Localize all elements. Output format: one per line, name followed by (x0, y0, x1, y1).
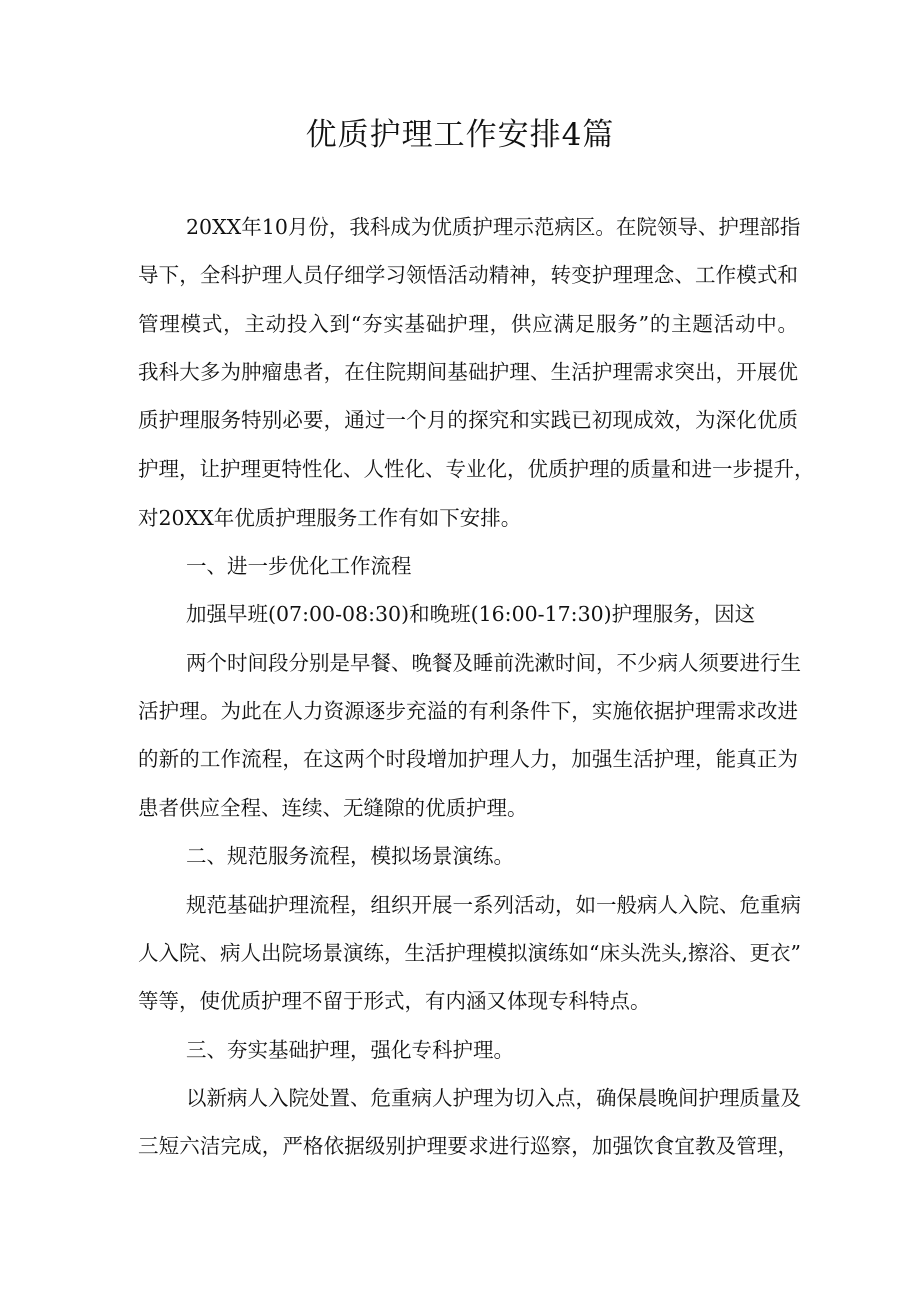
paragraph-line: 活护理。为此在人力资源逐步充溢的有利条件下，实施依据护理需求改进 (138, 699, 798, 723)
paragraph-line: 管理模式，主动投入到“夯实基础护理，供应满足服务”的主题活动中。 (138, 312, 798, 336)
paragraph-line: 20XX年10月份，我科成为优质护理示范病区。在院领导、护理部指 (186, 215, 801, 239)
paragraph-line: 三短六洁完成，严格依据级别护理要求进行巡察，加强饮食宜教及管理， (138, 1134, 798, 1158)
paragraph-line: 的新的工作流程，在这两个时段增加护理人力，加强生活护理，能真正为 (138, 747, 798, 771)
document-title: 优质护理工作安排4篇 (305, 117, 615, 153)
paragraph-line: 质护理服务特别必要，通过一个月的探究和实践已初现成效，为深化优质 (138, 408, 798, 432)
paragraph-line: 我科大多为肿瘤患者，在住院期间基础护理、生活护理需求突出，开展优 (138, 360, 798, 384)
paragraph-line: 等等，使优质护理不留于形式，有内涵又体现专科特点。 (138, 989, 651, 1013)
section-heading: 一、进一步优化工作流程 (186, 554, 412, 578)
paragraph-line: 对20XX年优质护理服务工作有如下安排。 (138, 506, 522, 530)
paragraph-line: 导下，全科护理人员仔细学习领悟活动精神，转变护理理念、工作模式和 (138, 263, 798, 287)
paragraph-line: 规范基础护理流程，组织开展一系列活动，如一般病人入院、危重病 (186, 893, 801, 917)
paragraph-line: 人入院、病人出院场景演练，生活护理模拟演练如“床头洗头,擦浴、更衣” (138, 941, 801, 965)
paragraph-line: 加强早班(07:00-08:30)和晚班(16:00-17:30)护理服务，因这 (186, 602, 756, 626)
paragraph-line: 护理，让护理更特性化、人性化、专业化，优质护理的质量和进一步提升， (138, 457, 815, 481)
paragraph-line: 两个时间段分别是早餐、晚餐及睡前洗漱时间，不少病人须要进行生 (186, 651, 801, 675)
paragraph-line: 以新病人入院处置、危重病人护理为切入点，确保晨晚间护理质量及 (186, 1086, 801, 1110)
section-heading: 三、夯实基础护理，强化专科护理。 (186, 1038, 514, 1062)
section-heading: 二、规范服务流程，模拟场景演练。 (186, 844, 514, 868)
paragraph-line: 患者供应全程、连续、无缝隙的优质护理。 (138, 796, 528, 820)
